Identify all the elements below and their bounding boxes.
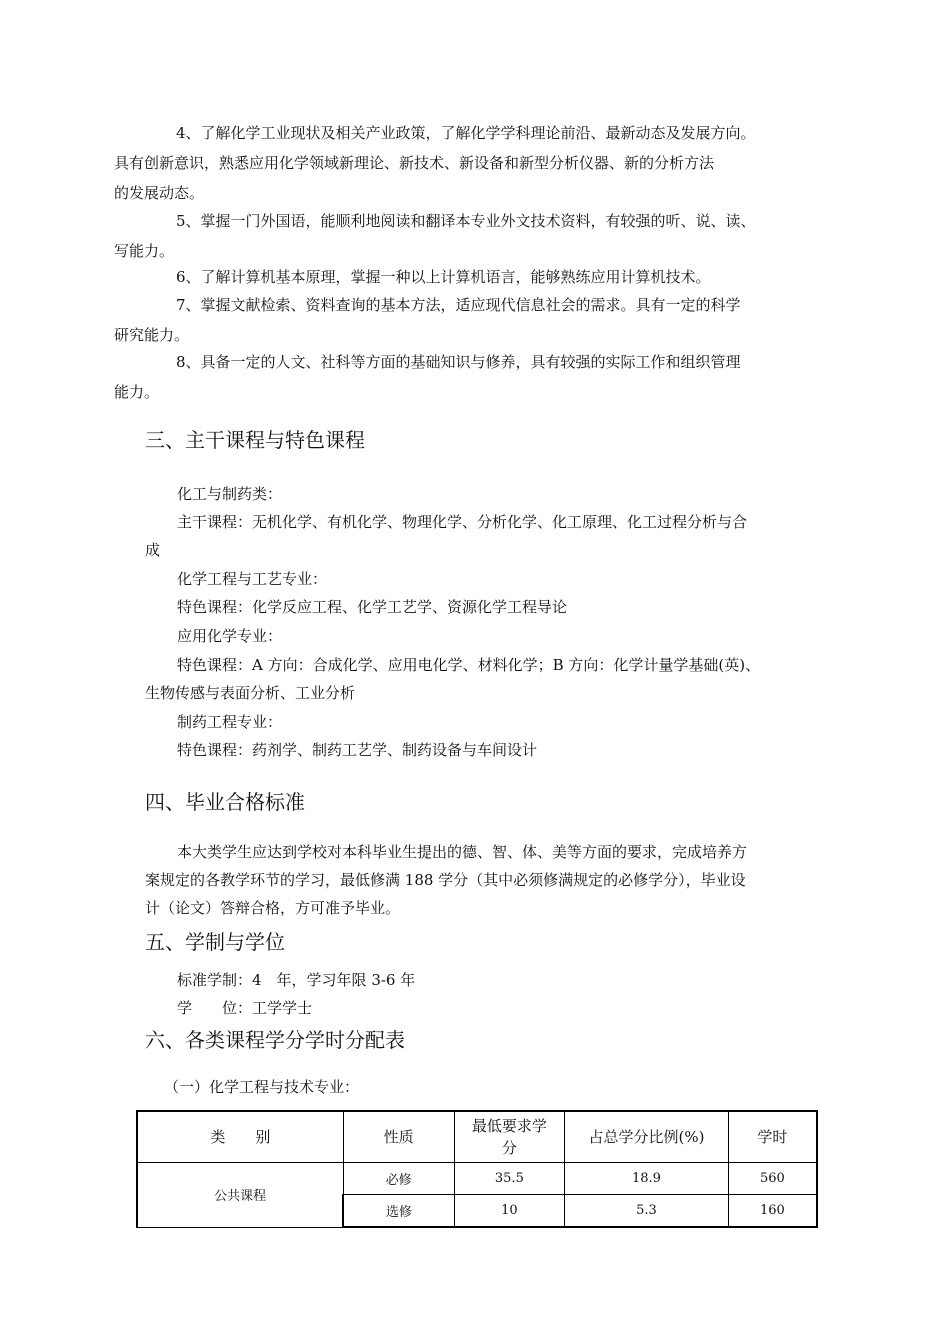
featured-courses-line: 特色课程：药剂学、制药工艺学、制药设备与车间设计	[177, 741, 538, 759]
text-line: 写能力。	[114, 242, 175, 260]
requirement-item-5	[114, 206, 809, 266]
header-nature: 性质	[343, 1111, 454, 1163]
requirement-item-4	[114, 118, 809, 208]
section-heading-credits: 六、各类课程学分学时分配表	[145, 1028, 405, 1052]
hours-cell: 560	[728, 1163, 817, 1195]
requirement-item-8	[114, 347, 809, 407]
graduation-text-line: 本大类学生应达到学校对本科毕业生提出的德、智、体、美等方面的要求，完成培养方	[177, 843, 748, 861]
hours-cell: 160	[728, 1195, 817, 1228]
section-heading-graduation: 四、毕业合格标准	[145, 790, 305, 814]
group-label-cell: 公共课程	[137, 1163, 343, 1228]
table-header-row	[137, 1111, 817, 1163]
section-heading-degree: 五、学制与学位	[145, 930, 285, 954]
text-line: 具有创新意识，熟悉应用化学领域新理论、新技术、新设备和新型分析仪器、新的分析方法	[114, 154, 715, 172]
core-courses-line: 成	[145, 541, 161, 559]
credits-table	[136, 1110, 818, 1228]
text-line: 研究能力。	[114, 326, 190, 344]
table-row	[137, 1163, 817, 1195]
featured-courses-line: 特色课程：A 方向：合成化学、应用电化学、材料化学；B 方向：化学计量学基础(英)、	[177, 656, 761, 674]
major-label: 化学工程与工艺专业：	[177, 570, 328, 588]
header-ratio: 占总学分比例(%)	[565, 1111, 728, 1163]
requirement-item-7	[114, 290, 809, 350]
text-line: 4、了解化学工业现状及相关产业政策，了解化学学科理论前沿、最新动态及发展方向。	[176, 124, 756, 142]
featured-courses-line: 特色课程：化学反应工程、化学工艺学、资源化学工程导论	[177, 598, 568, 616]
duration-line: 标准学制：4 年，学习年限 3-6 年	[177, 971, 416, 989]
core-courses-line: 主干课程：无机化学、有机化学、物理化学、分析化学、化工原理、化工过程分析与合	[177, 513, 748, 531]
major-label: 制药工程专业：	[177, 713, 283, 731]
featured-courses-line: 生物传感与表面分析、工业分析	[145, 684, 356, 702]
text-line: 5、掌握一门外国语，能顺利地阅读和翻译本专业外文技术资料，有较强的听、说、读、	[176, 212, 756, 230]
nature-cell: 必修	[343, 1163, 454, 1195]
ratio-cell: 5.3	[565, 1195, 728, 1228]
credits-cell: 35.5	[454, 1163, 565, 1195]
requirement-item-6	[145, 262, 809, 292]
text-line: 的发展动态。	[114, 184, 205, 202]
text-line: 7、掌握文献检索、资料查询的基本方法，适应现代信息社会的需求。具有一定的科学	[176, 296, 741, 314]
major-label: 应用化学专业：	[177, 627, 283, 645]
nature-cell: 选修	[343, 1195, 454, 1228]
degree-line: 学 位：工学学士	[177, 999, 313, 1017]
text-line: 能力。	[114, 383, 160, 401]
ratio-cell: 18.9	[565, 1163, 728, 1195]
header-category: 类 别	[137, 1111, 343, 1163]
header-min-credits: 最低要求学分	[454, 1111, 565, 1163]
table-subheading: （一）化学工程与技术专业：	[164, 1078, 360, 1096]
section-heading-courses: 三、主干课程与特色课程	[145, 428, 365, 452]
text-line: 6、了解计算机基本原理，掌握一种以上计算机语言，能够熟练应用计算机技术。	[176, 268, 711, 286]
header-hours: 学时	[728, 1111, 817, 1163]
graduation-text-line: 计（论文）答辩合格，方可准予毕业。	[145, 899, 401, 917]
category-label: 化工与制药类：	[177, 485, 283, 503]
graduation-text-line: 案规定的各教学环节的学习，最低修满 188 学分（其中必须修满规定的必修学分），毕业设	[145, 871, 746, 889]
credits-cell: 10	[454, 1195, 565, 1228]
text-line: 8、具备一定的人文、社科等方面的基础知识与修养，具有较强的实际工作和组织管理	[176, 353, 741, 371]
